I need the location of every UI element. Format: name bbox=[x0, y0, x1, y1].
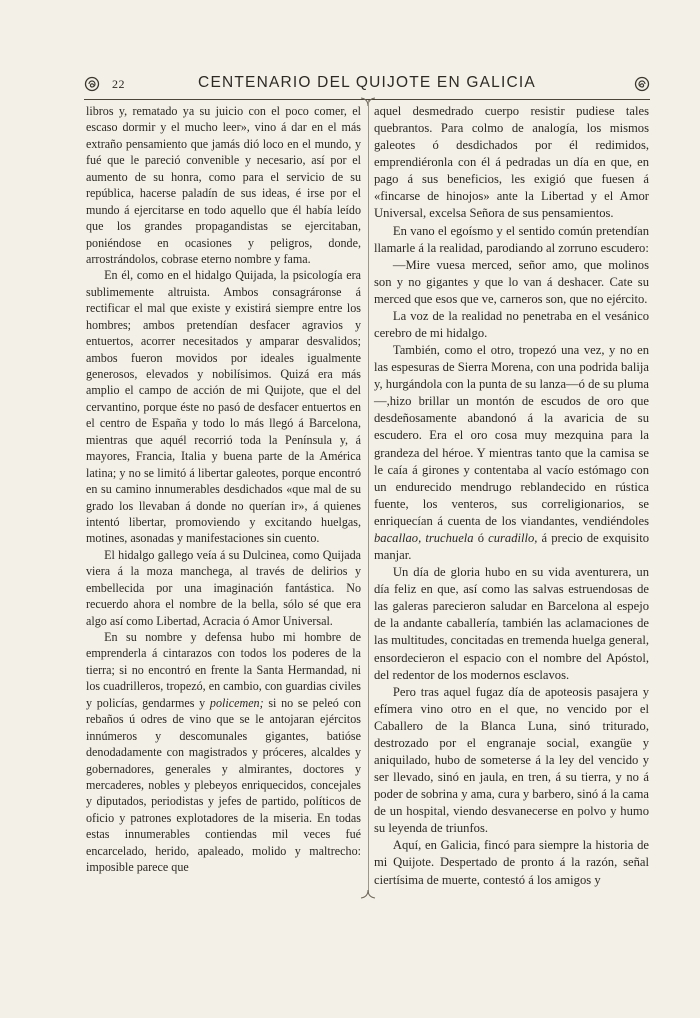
paragraph: libros y, rematado ya su juicio con el poco comer, el escaso dormir y el mucho leer», vino á dar en el más extraño pensamiento que jamás dió loco en el mundo, y fué que le pareció convenible y necesario, así por el aumento de su honra, como para el servicio de su república, hacerse paladín de sus ideas, é irse por el mundo á ejercitarse en todo aquello que él había leído que los grandes propagandistas se ejercitaban, poniéndose en ocasiones y peligros, donde, arrostrándolos, cobrase eterno nombre y fama. bbox=[86, 104, 361, 266]
paragraph: Aquí, en Galicia, fincó para siempre la historia de mi Quijote. Despertado de pronto á la razón, señal ciertísima de muerte, contestó á los amigos y bbox=[374, 838, 649, 887]
left-column bbox=[86, 103, 361, 876]
running-title: CENTENARIO DEL QUIJOTE EN GALICIA bbox=[198, 74, 536, 91]
paragraph bbox=[374, 342, 649, 564]
running-header bbox=[84, 72, 650, 100]
paragraph: aquel desmedrado cuerpo resistir pudiese tales quebrantos. Para colmo de analogía, los mismos galeotes ó desdichados por él redimidos, emprendiéronla con él á pedradas un día en que, en pago á sus beneficios, les exigió que fuesen á «fincarse de hinojos» ante la Libertad y el Amor Universal, excelsa Señora de sus pensamientos. bbox=[374, 104, 649, 221]
paragraph: Pero tras aquel fugaz día de apoteosis pasajera y efímera vino otro en el que, no vencido por el Caballero de la Blanca Luna, sinó triturado, destrozado por el engranaje social, exangüe y aniquilado, hubo de someterse á la ley del vencido y ser llevado, sinó en jaula, en tren, á su tierra, y no á poder de sobrina y ama, cura y barbero, sinó á la cama de un hospital, viendo desvanecerse en polvo y humo su leyenda de triunfos. bbox=[374, 684, 649, 836]
paragraph bbox=[86, 629, 361, 876]
text-run: También, como el otro, tropezó una vez, y no en las espesuras de Sierra Morena, con una podrida balija y, hurgándola con la punta de su lanza—ó de su pluma—,hizo brillar un montón de escudos de oro que desdeñosamente abandonó á la avaricia de su escudero. Era el oro cosa muy mezquina para la grandeza del héroe. Y mientras tanto que la camisa se le caía á girones y contentaba al vacío estómago con un endurecido mendrugo reblandecido en rústica fuente, los venteros, sus correligionarios, se enriquecían á cuenta de los viandantes, vendiéndoles bbox=[374, 343, 649, 528]
page-number: 22 bbox=[112, 77, 125, 91]
italic-text: bacallao, truchuela bbox=[374, 530, 474, 545]
column-divider-bottom-ornament-icon bbox=[360, 889, 376, 899]
paragraph: El hidalgo gallego veía á su Dulcinea, como Quijada viera á la moza manchega, al través de delirios y embellecida por una imaginación fantástica. No recuerdo ahora el nombre de la bella, sólo sé que era algo así como Libertad, Acracia ó Amor Universal. bbox=[86, 547, 361, 628]
italic-text: curadillo, bbox=[488, 530, 538, 545]
paragraph: En vano el egoísmo y el sentido común pretendían llamarle á la realidad, parodiando al zorruno escudero: bbox=[374, 223, 649, 255]
text-run: si no se peleó con rebaños ú odres de vino que se le antojaran ejércitos innúmeros y descomunales gigantes, batióse denodadamente con magistrados y próceres, alcaldes y gobernadores, generales y almirantes, doctores y mercaderes, nobles y plebeyos enriquecidos, concejales y diputados, periodistas y jefes de partido, políticos de oficio y patrones explotadores de la miseria. En todas estas innumerables contiendas mil veces fué encarcelado, herido, apaleado, molido y maltrecho: imposible parece que bbox=[86, 695, 361, 875]
italic-text: policemen; bbox=[209, 695, 264, 710]
paragraph: Un día de gloria hubo en su vida aventurera, un día feliz en que, así como las salvas estruendosas de las galeras parecieron saludar en Barcelona al espejo de la andante caballería, también las aclamaciones de las multitudes, concitadas en tremenda huelga general, ensordecieron el espacio con el nombre del Apóstol, del redentor de los modernos esclavos. bbox=[374, 565, 649, 682]
text-run: En su nombre y defensa hubo mi hombre de emprenderla á cintarazos con todos los poderes de la tierra; si no encontró en frente la Santa Hermandad, ni los cuadrilleros, tropezó, en cambio, con guardias civiles y policías, gendarmes y bbox=[86, 630, 361, 710]
column-divider bbox=[368, 100, 369, 893]
text-run: á precio de exquisito manjar. bbox=[374, 530, 650, 563]
paragraph: La voz de la realidad no penetraba en el vesánico cerebro de mi hidalgo. bbox=[374, 308, 649, 341]
spiral-ornament-icon bbox=[634, 76, 650, 92]
paragraph: —Mire vuesa merced, señor amo, que molinos son y no gigantes y que lo van á deshacer. Cate su merced que esos que ve, carneros son, que no ejército. bbox=[374, 257, 649, 306]
text-run: ó bbox=[473, 530, 489, 545]
paragraph: En él, como en el hidalgo Quijada, la psicología era sublimemente altruista. Ambos consagráronse á rectificar el mal que existe y existirá siempre entre los hombres; ambos pretendían desfacer agravios y entuertos, acorrer necesitados y amparar desvalidos; ambos fueron movidos por ideales igualmente generosos, elevados y nobilísimos. Quizá era más amplio el campo de acción de mi Quijote, que el del cervantino, porque éste no pasó de desfacer entuertos en el centro de España y todo lo más llegó á Barcelona, mientras que aquél recorrió toda la Península y, á mayores, Francia, Italia y buena parte de la América latina; y no se limitó á libertar galeotes, porque encontró en su camino innumerables desdichados «que mal de su grado los llevaban á donde no querían ir», á quienes intentó libertar, promoviendo y excitando huelgas, motines, asonadas y manifestaciones sin cuento. bbox=[86, 268, 361, 546]
right-column bbox=[374, 103, 649, 889]
